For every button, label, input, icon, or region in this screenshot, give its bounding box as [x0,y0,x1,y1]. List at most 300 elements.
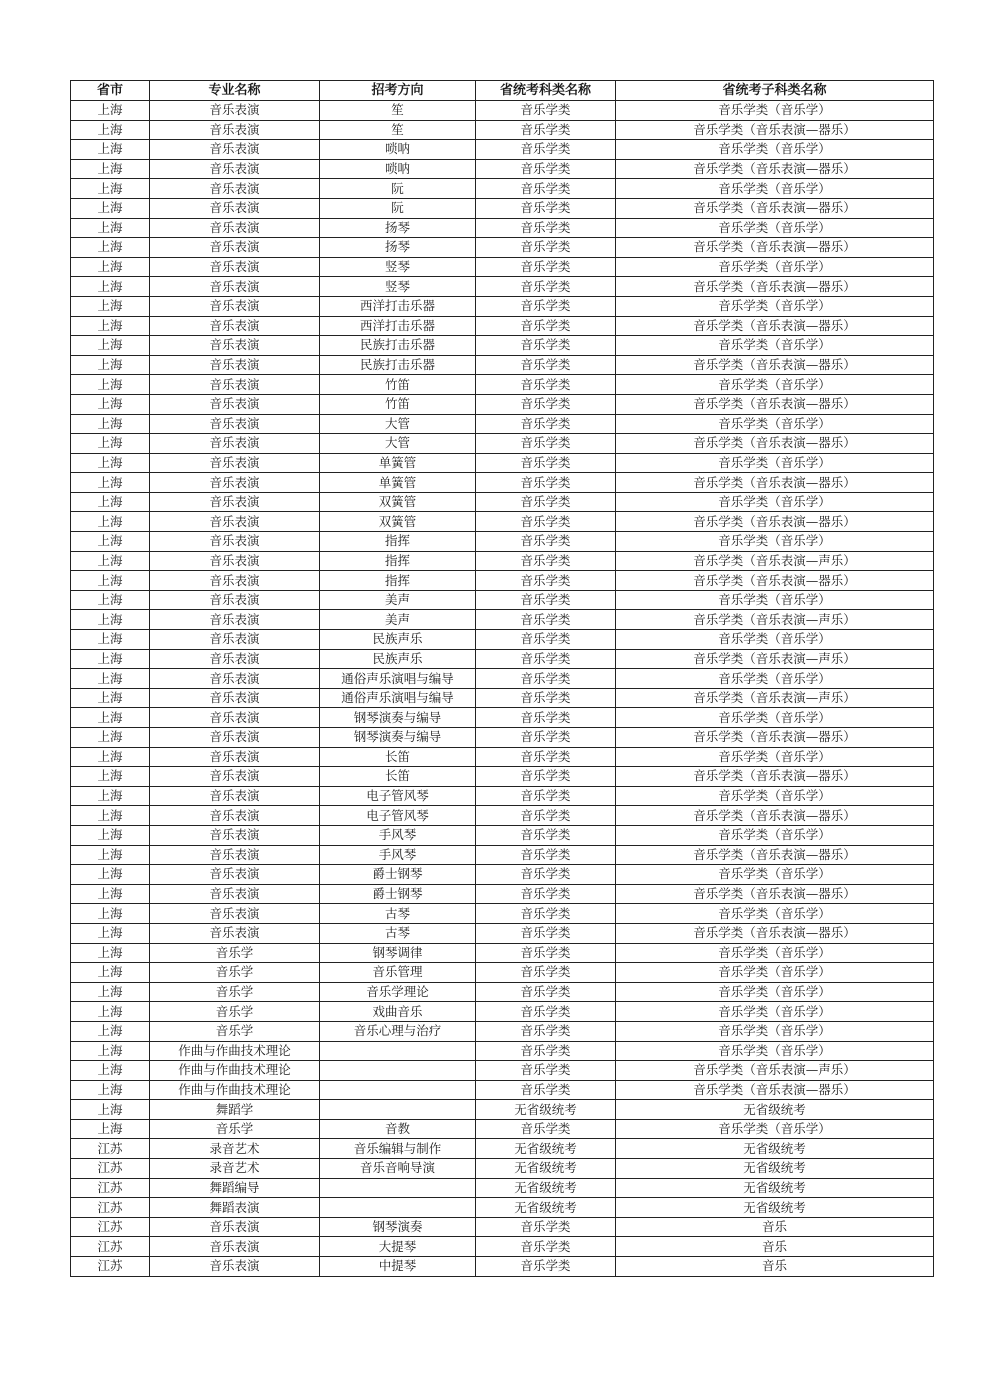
cell-province: 上海 [71,336,150,356]
cell-direction: 美声 [320,590,476,610]
cell-exam-category: 音乐学类 [476,1002,616,1022]
table-row [71,904,934,924]
cell-exam-subcategory: 音乐学类（音乐学） [616,943,934,963]
table-row [71,551,934,571]
cell-province: 江苏 [71,1217,150,1237]
cell-exam-category: 音乐学类 [476,884,616,904]
cell-exam-subcategory: 音乐学类（音乐学） [616,532,934,552]
table-row [71,120,934,140]
cell-exam-subcategory: 音乐学类（音乐学） [616,786,934,806]
cell-exam-category: 音乐学类 [476,375,616,395]
cell-direction: 大提琴 [320,1237,476,1257]
cell-province: 上海 [71,238,150,258]
cell-exam-subcategory: 音乐学类（音乐学） [616,747,934,767]
cell-major: 作曲与作曲技术理论 [150,1080,320,1100]
cell-direction: 民族打击乐器 [320,355,476,375]
cell-major: 音乐表演 [150,590,320,610]
cell-exam-subcategory: 音乐学类（音乐表演—器乐） [616,728,934,748]
cell-exam-subcategory: 音乐学类（音乐学） [616,179,934,199]
cell-exam-category: 音乐学类 [476,218,616,238]
cell-exam-category: 音乐学类 [476,198,616,218]
header-direction: 招考方向 [320,81,476,101]
cell-direction: 单簧管 [320,473,476,493]
cell-province: 上海 [71,669,150,689]
table-row [71,375,934,395]
cell-direction: 唢呐 [320,140,476,160]
cell-major: 录音艺术 [150,1159,320,1179]
cell-exam-subcategory: 音乐学类（音乐学） [616,590,934,610]
table-row [71,923,934,943]
cell-province: 上海 [71,532,150,552]
cell-major: 音乐表演 [150,296,320,316]
table-row [71,238,934,258]
table-row [71,198,934,218]
cell-exam-category: 无省级统考 [476,1159,616,1179]
cell-direction: 钢琴演奏 [320,1217,476,1237]
cell-major: 音乐表演 [150,238,320,258]
table-row [71,434,934,454]
cell-exam-category: 音乐学类 [476,904,616,924]
cell-exam-subcategory: 音乐学类（音乐学） [616,982,934,1002]
cell-direction: 指挥 [320,551,476,571]
table-row [71,218,934,238]
cell-direction: 长笛 [320,747,476,767]
cell-direction: 阮 [320,179,476,199]
cell-province: 上海 [71,159,150,179]
table-row [71,708,934,728]
cell-major: 音乐表演 [150,316,320,336]
cell-exam-category: 音乐学类 [476,1237,616,1257]
cell-major: 音乐表演 [150,394,320,414]
cell-direction: 中提琴 [320,1257,476,1277]
cell-major: 音乐表演 [150,865,320,885]
cell-exam-category: 音乐学类 [476,551,616,571]
cell-exam-subcategory: 无省级统考 [616,1159,934,1179]
cell-exam-category: 音乐学类 [476,101,616,121]
cell-province: 江苏 [71,1139,150,1159]
cell-major: 舞蹈编导 [150,1178,320,1198]
cell-exam-subcategory: 音乐 [616,1237,934,1257]
cell-exam-category: 音乐学类 [476,453,616,473]
table-row [71,825,934,845]
cell-major: 音乐表演 [150,825,320,845]
cell-exam-category: 音乐学类 [476,120,616,140]
cell-province: 上海 [71,120,150,140]
cell-exam-category: 无省级统考 [476,1178,616,1198]
table-row [71,1119,934,1139]
cell-direction [320,1041,476,1061]
cell-exam-category: 音乐学类 [476,179,616,199]
cell-exam-subcategory: 音乐学类（音乐学） [616,904,934,924]
cell-exam-category: 音乐学类 [476,806,616,826]
cell-major: 音乐表演 [150,806,320,826]
cell-exam-subcategory: 音乐学类（音乐学） [616,1021,934,1041]
table-row [71,1178,934,1198]
cell-exam-category: 音乐学类 [476,923,616,943]
cell-province: 上海 [71,414,150,434]
cell-direction: 竹笛 [320,375,476,395]
cell-province: 上海 [71,375,150,395]
table-row [71,1061,934,1081]
cell-exam-category: 音乐学类 [476,140,616,160]
cell-major: 音乐表演 [150,218,320,238]
cell-exam-category: 音乐学类 [476,845,616,865]
cell-province: 上海 [71,198,150,218]
table-row [71,610,934,630]
table-row [71,316,934,336]
cell-direction: 美声 [320,610,476,630]
cell-province: 上海 [71,923,150,943]
cell-exam-subcategory: 音乐学类（音乐学） [616,1041,934,1061]
cell-province: 上海 [71,982,150,1002]
cell-major: 音乐学 [150,1119,320,1139]
cell-exam-category: 音乐学类 [476,492,616,512]
cell-direction: 手风琴 [320,845,476,865]
table-row [71,571,934,591]
cell-major: 音乐学 [150,943,320,963]
table-row [71,669,934,689]
cell-province: 上海 [71,1119,150,1139]
cell-exam-subcategory: 音乐学类（音乐学） [616,708,934,728]
cell-exam-subcategory: 音乐学类（音乐学） [616,375,934,395]
cell-exam-category: 无省级统考 [476,1198,616,1218]
cell-province: 上海 [71,708,150,728]
cell-direction: 大管 [320,414,476,434]
cell-province: 江苏 [71,1198,150,1218]
cell-major: 音乐表演 [150,786,320,806]
cell-major: 音乐表演 [150,1237,320,1257]
cell-exam-subcategory: 音乐学类（音乐学） [616,101,934,121]
table-row [71,649,934,669]
cell-major: 音乐表演 [150,708,320,728]
cell-province: 上海 [71,806,150,826]
cell-exam-subcategory: 无省级统考 [616,1100,934,1120]
table-row [71,747,934,767]
table-row [71,492,934,512]
cell-major: 音乐表演 [150,532,320,552]
cell-exam-subcategory: 音乐学类（音乐表演—声乐） [616,1061,934,1081]
cell-province: 上海 [71,394,150,414]
cell-province: 上海 [71,473,150,493]
cell-exam-subcategory: 音乐学类（音乐学） [616,669,934,689]
cell-exam-subcategory: 音乐学类（音乐表演—声乐） [616,688,934,708]
cell-exam-category: 音乐学类 [476,1061,616,1081]
cell-major: 作曲与作曲技术理论 [150,1041,320,1061]
cell-direction [320,1100,476,1120]
table-row [71,512,934,532]
cell-province: 上海 [71,218,150,238]
cell-direction: 西洋打击乐器 [320,296,476,316]
cell-exam-subcategory: 音乐学类（音乐表演—器乐） [616,806,934,826]
cell-province: 上海 [71,904,150,924]
cell-exam-subcategory: 音乐学类（音乐表演—器乐） [616,355,934,375]
cell-exam-category: 音乐学类 [476,786,616,806]
table-row [71,414,934,434]
table-row [71,101,934,121]
cell-major: 音乐表演 [150,101,320,121]
cell-direction: 音乐管理 [320,963,476,983]
cell-province: 上海 [71,963,150,983]
cell-exam-subcategory: 音乐学类（音乐学） [616,218,934,238]
header-exam-category: 省统考科类名称 [476,81,616,101]
cell-direction: 通俗声乐演唱与编导 [320,669,476,689]
cell-province: 上海 [71,825,150,845]
cell-exam-subcategory: 音乐学类（音乐学） [616,453,934,473]
cell-exam-category: 音乐学类 [476,825,616,845]
cell-direction: 音教 [320,1119,476,1139]
cell-province: 上海 [71,316,150,336]
cell-exam-subcategory: 音乐学类（音乐学） [616,336,934,356]
cell-direction: 钢琴演奏与编导 [320,708,476,728]
cell-province: 上海 [71,492,150,512]
table-row [71,1041,934,1061]
cell-direction: 笙 [320,120,476,140]
cell-major: 音乐表演 [150,159,320,179]
cell-province: 上海 [71,434,150,454]
cell-major: 音乐表演 [150,649,320,669]
cell-exam-category: 音乐学类 [476,669,616,689]
cell-province: 上海 [71,1002,150,1022]
cell-major: 音乐表演 [150,688,320,708]
cell-major: 音乐表演 [150,845,320,865]
table-row [71,277,934,297]
cell-province: 上海 [71,786,150,806]
cell-province: 上海 [71,1100,150,1120]
cell-province: 上海 [71,277,150,297]
cell-exam-category: 音乐学类 [476,571,616,591]
cell-exam-subcategory: 音乐学类（音乐学） [616,296,934,316]
cell-exam-category: 音乐学类 [476,473,616,493]
cell-major: 音乐表演 [150,571,320,591]
table-row [71,963,934,983]
cell-major: 音乐学 [150,982,320,1002]
cell-province: 江苏 [71,1178,150,1198]
cell-exam-subcategory: 音乐学类（音乐表演—器乐） [616,884,934,904]
table-row [71,982,934,1002]
cell-exam-category: 音乐学类 [476,865,616,885]
cell-direction: 电子管风琴 [320,786,476,806]
cell-direction: 音乐心理与治疗 [320,1021,476,1041]
cell-major: 音乐表演 [150,453,320,473]
cell-exam-subcategory: 音乐学类（音乐表演—器乐） [616,1080,934,1100]
cell-province: 上海 [71,512,150,532]
cell-exam-subcategory: 音乐学类（音乐学） [616,825,934,845]
cell-province: 上海 [71,1041,150,1061]
table-row [71,179,934,199]
cell-exam-subcategory: 音乐学类（音乐学） [616,1002,934,1022]
cell-major: 音乐表演 [150,610,320,630]
cell-major: 音乐表演 [150,492,320,512]
cell-exam-category: 音乐学类 [476,630,616,650]
cell-province: 上海 [71,865,150,885]
cell-exam-subcategory: 音乐学类（音乐学） [616,140,934,160]
cell-exam-subcategory: 音乐学类（音乐表演—器乐） [616,434,934,454]
table-row [71,728,934,748]
cell-exam-subcategory: 音乐学类（音乐学） [616,257,934,277]
table-header-row [71,81,934,101]
cell-exam-subcategory: 无省级统考 [616,1198,934,1218]
cell-direction: 钢琴演奏与编导 [320,728,476,748]
table-row [71,806,934,826]
table-row [71,296,934,316]
cell-direction: 电子管风琴 [320,806,476,826]
cell-exam-category: 音乐学类 [476,767,616,787]
table-row [71,140,934,160]
cell-province: 上海 [71,688,150,708]
header-province: 省市 [71,81,150,101]
cell-direction: 古琴 [320,923,476,943]
cell-province: 上海 [71,296,150,316]
table-row [71,590,934,610]
cell-exam-subcategory: 音乐 [616,1217,934,1237]
cell-exam-subcategory: 音乐学类（音乐学） [616,963,934,983]
cell-major: 音乐表演 [150,923,320,943]
cell-major: 音乐学 [150,1021,320,1041]
cell-province: 上海 [71,728,150,748]
cell-exam-subcategory: 音乐学类（音乐表演—器乐） [616,767,934,787]
cell-direction: 戏曲音乐 [320,1002,476,1022]
cell-exam-subcategory: 音乐学类（音乐表演—器乐） [616,394,934,414]
cell-province: 上海 [71,747,150,767]
cell-exam-category: 音乐学类 [476,963,616,983]
cell-province: 上海 [71,1080,150,1100]
cell-province: 上海 [71,630,150,650]
cell-province: 上海 [71,1021,150,1041]
cell-exam-category: 音乐学类 [476,649,616,669]
cell-exam-subcategory: 音乐学类（音乐表演—器乐） [616,571,934,591]
cell-exam-subcategory: 音乐学类（音乐表演—器乐） [616,473,934,493]
cell-province: 上海 [71,179,150,199]
cell-direction: 双簧管 [320,512,476,532]
cell-province: 江苏 [71,1159,150,1179]
cell-major: 音乐表演 [150,551,320,571]
cell-province: 上海 [71,551,150,571]
cell-exam-category: 音乐学类 [476,238,616,258]
table-row [71,1002,934,1022]
cell-major: 音乐表演 [150,904,320,924]
cell-exam-subcategory: 音乐学类（音乐表演—声乐） [616,610,934,630]
cell-province: 上海 [71,649,150,669]
table-row [71,630,934,650]
cell-direction: 音乐编辑与制作 [320,1139,476,1159]
table-row [71,1217,934,1237]
cell-province: 上海 [71,101,150,121]
cell-direction [320,1061,476,1081]
cell-major: 音乐表演 [150,512,320,532]
table-row [71,336,934,356]
table-row [71,865,934,885]
cell-major: 音乐表演 [150,355,320,375]
cell-major: 音乐表演 [150,277,320,297]
cell-exam-category: 音乐学类 [476,336,616,356]
cell-exam-category: 音乐学类 [476,688,616,708]
cell-exam-subcategory: 音乐学类（音乐表演—器乐） [616,845,934,865]
cell-exam-subcategory: 音乐学类（音乐表演—器乐） [616,159,934,179]
table-row [71,1237,934,1257]
table-row [71,845,934,865]
cell-major: 音乐表演 [150,473,320,493]
cell-exam-subcategory: 音乐学类（音乐学） [616,630,934,650]
cell-exam-category: 音乐学类 [476,1217,616,1237]
cell-province: 上海 [71,767,150,787]
table-row [71,453,934,473]
table-row [71,355,934,375]
cell-exam-subcategory: 音乐学类（音乐表演—声乐） [616,649,934,669]
cell-direction: 爵士钢琴 [320,884,476,904]
cell-province: 上海 [71,884,150,904]
cell-major: 音乐表演 [150,884,320,904]
cell-exam-category: 无省级统考 [476,1100,616,1120]
cell-province: 江苏 [71,1257,150,1277]
cell-exam-subcategory: 音乐学类（音乐表演—器乐） [616,277,934,297]
cell-province: 上海 [71,610,150,630]
cell-exam-category: 音乐学类 [476,1257,616,1277]
cell-direction: 唢呐 [320,159,476,179]
cell-exam-category: 音乐学类 [476,394,616,414]
cell-direction: 音乐音响导演 [320,1159,476,1179]
cell-exam-category: 音乐学类 [476,747,616,767]
cell-direction: 阮 [320,198,476,218]
cell-major: 音乐表演 [150,257,320,277]
cell-direction: 民族声乐 [320,630,476,650]
cell-exam-subcategory: 无省级统考 [616,1178,934,1198]
cell-exam-subcategory: 音乐学类（音乐表演—器乐） [616,198,934,218]
cell-major: 音乐表演 [150,630,320,650]
cell-major: 录音艺术 [150,1139,320,1159]
cell-exam-category: 音乐学类 [476,296,616,316]
table-row [71,688,934,708]
cell-exam-subcategory: 音乐学类（音乐学） [616,492,934,512]
cell-exam-subcategory: 音乐学类（音乐表演—器乐） [616,923,934,943]
cell-major: 舞蹈表演 [150,1198,320,1218]
table-body [71,101,934,1277]
cell-exam-category: 音乐学类 [476,277,616,297]
cell-exam-category: 音乐学类 [476,532,616,552]
cell-exam-subcategory: 音乐学类（音乐学） [616,414,934,434]
table-row [71,394,934,414]
cell-major: 音乐表演 [150,767,320,787]
cell-direction: 单簧管 [320,453,476,473]
cell-exam-category: 无省级统考 [476,1139,616,1159]
cell-exam-category: 音乐学类 [476,708,616,728]
cell-exam-category: 音乐学类 [476,1119,616,1139]
cell-major: 音乐表演 [150,728,320,748]
cell-direction: 古琴 [320,904,476,924]
table-row [71,1139,934,1159]
cell-major: 音乐表演 [150,1217,320,1237]
cell-major: 音乐表演 [150,140,320,160]
cell-exam-category: 音乐学类 [476,728,616,748]
cell-exam-subcategory: 音乐学类（音乐表演—器乐） [616,316,934,336]
enrollment-table [70,80,934,1277]
table-row [71,159,934,179]
table-row [71,767,934,787]
cell-exam-subcategory: 无省级统考 [616,1139,934,1159]
cell-direction: 扬琴 [320,238,476,258]
cell-direction: 笙 [320,101,476,121]
table-row [71,1021,934,1041]
cell-direction: 音乐学理论 [320,982,476,1002]
cell-province: 上海 [71,590,150,610]
cell-major: 音乐学 [150,1002,320,1022]
cell-exam-subcategory: 音乐学类（音乐表演—器乐） [616,238,934,258]
cell-major: 音乐表演 [150,120,320,140]
cell-direction: 民族声乐 [320,649,476,669]
cell-exam-category: 音乐学类 [476,982,616,1002]
cell-province: 上海 [71,1061,150,1081]
cell-province: 上海 [71,140,150,160]
cell-major: 音乐表演 [150,179,320,199]
